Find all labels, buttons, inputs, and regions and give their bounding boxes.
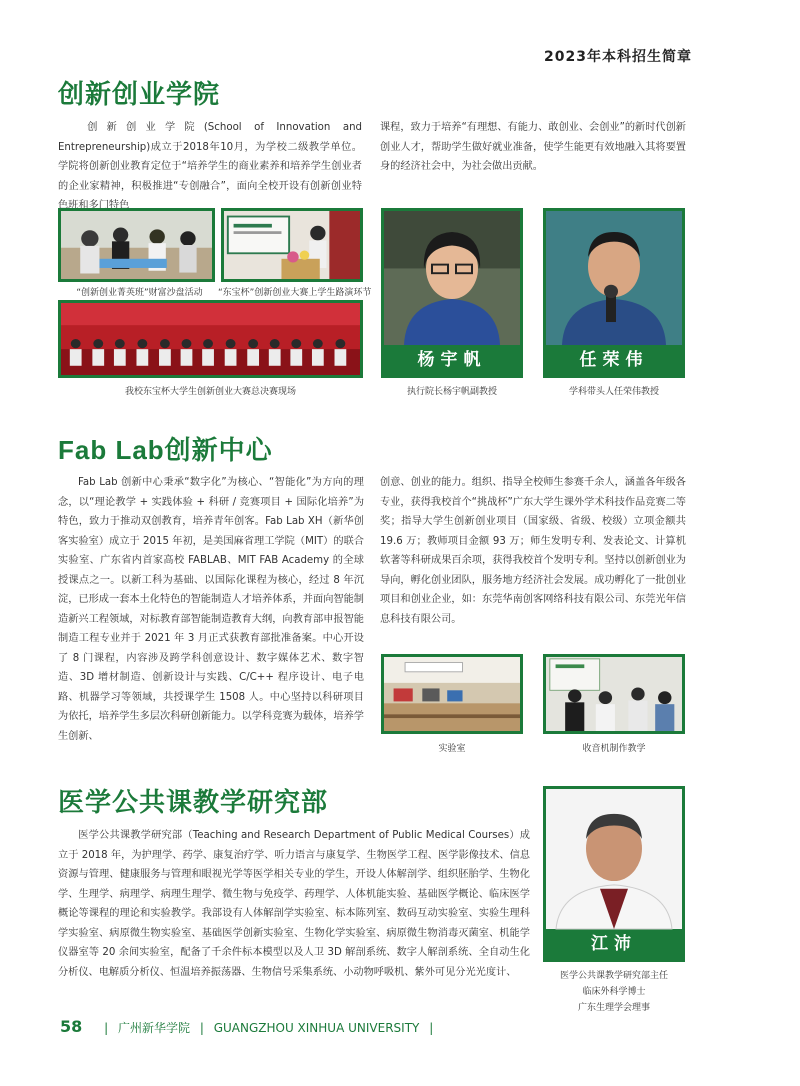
section-title-fablab: Fab Lab创新中心	[58, 435, 273, 465]
footer-separator: |	[104, 1021, 109, 1035]
innovation-paragraph-right: 课程，致力于培养“有理想、有能力、敢创业、会创业”的新时代创新创业人才，帮助学生做好就业准备，使学生能更有效地融入其将要置身的经济社会中，为社会做出贡献。	[380, 122, 686, 172]
photo-laboratory	[381, 654, 523, 734]
portrait-yang-yufan-image	[384, 211, 520, 345]
photo-sandbox-activity	[58, 208, 215, 282]
caption-jiang-pei-line-1: 医学公共课教学研究部主任	[559, 971, 668, 981]
portrait-jiang-pei-name: 江沛	[591, 934, 637, 954]
fablab-paragraph-right: 创意、创业的能力。组织、指导全校师生参赛千余人，涵盖各年级各专业，获得我校首个“挑战杯”广东大学生课外学术科技作品竞赛二等奖；指导大学生创新创业项目（国家级、省级、校级）立项金额共 19.6 万；教师项目金额 93 万；师生发明专利、发表论文、计算机软著等科研成果百余项，获得我校首个发明专利。坚持以创新创业为导向，孵化创业团队，服务地方经济社会发展。成功孵化了一批创业项目和创业企业，如：东莞华南创客网络科技有限公司、东莞光年信息科技有限公司。	[380, 477, 686, 625]
section-title-innovation: 创新创业学院	[58, 80, 221, 110]
caption-sandbox-activity: “创新创业菁英班”财富沙盘活动	[76, 288, 203, 298]
caption-competition-finals: 我校东宝杯大学生创新创业大赛总决赛现场	[124, 387, 296, 397]
portrait-jiang-pei	[543, 786, 685, 962]
section-title-medical: 医学公共课教学研究部	[58, 788, 329, 818]
footer-separator: |	[429, 1021, 434, 1035]
page-header-title: 2023年本科招生简章	[544, 49, 692, 65]
footer-school-en: GUANGZHOU XINHUA UNIVERSITY	[213, 1021, 420, 1035]
caption-jiang-pei-line-3: 广东生理学会理事	[577, 1003, 650, 1013]
portrait-ren-rongwei	[543, 208, 685, 378]
caption-radio-teaching: 收音机制作教学	[582, 744, 646, 754]
caption-laboratory: 实验室	[438, 744, 466, 754]
page-footer	[60, 1017, 439, 1036]
portrait-jiang-pei-image	[546, 789, 682, 929]
portrait-ren-rongwei-name: 任荣伟	[579, 350, 649, 370]
footer-separator: |	[199, 1021, 204, 1035]
footer-school-cn: 广州新华学院	[117, 1021, 190, 1035]
fablab-paragraph-left: Fab Lab 创新中心秉承“数字化”为核心、“智能化”为方向的理念，以“理论教学 + 实践体验 + 科研 / 竞赛项目 + 国际化培养”为特色，致力于推动双创教育，培养青年创客。Fab Lab XH（新华创客实验室）成立于 2015 年初，是美国麻省理工学院（MIT）的联合实验室、广东省内首家高校 FABLAB、MIT FAB Academy 的全球授课点之一。以新工科为基础、以国际化课程为核心，经过 8 年沉淀，已形成一套本土化特色的智能制造人才培养体系，并面向智能制造新兴工程领域，对标教育部智能制造教育大纲，向教育部申报智能制造工程专业并于 2021 年 3 月正式获教育部批准备案。中心开设了 8 门课程，内容涉及跨学科创意设计、数字媒体艺术、数字智造、3D 增材制造、创新设计与实践、C/C++ 程序设计、电子电路、机器学习等领域，共授课学生 1508 人。中心坚持以科研项目为依托，培养学生多层次科研创新能力。以学科竞赛为载体，培养学生创新、	[58, 477, 364, 742]
portrait-ren-rongwei-image	[546, 211, 682, 345]
photo-roadshow	[221, 208, 363, 282]
caption-jiang-pei-line-2: 临床外科学博士	[582, 987, 646, 997]
caption-ren-rongwei: 学科带头人任荣伟教授	[568, 387, 659, 397]
page-number: 58	[60, 1017, 83, 1036]
caption-yang-yufan: 执行院长杨宇帆副教授	[406, 387, 497, 397]
caption-jiang-pei	[543, 968, 685, 1016]
caption-roadshow: “东宝杯”创新创业大赛上学生路演环节	[218, 288, 372, 298]
portrait-yang-yufan	[381, 208, 523, 378]
innovation-paragraph-left: 创新创业学院(School of Innovation and Entrepreneurship)成立于2018年10月，为学校二级教学单位。学院将创新创业教育定位于“培养学生的商业素养和培养学生创业者的企业家精神，积极推进“专创融合”，面向全校开设有创新创业特色班和多门特色	[58, 122, 362, 211]
medical-paragraph: 医学公共课教学研究部（Teaching and Research Department of Public Medical Courses）成立于 2018 年，为护理学、药学、康复治疗学、听力语言与康复学、生物医学工程、医学影像技术、信息资源与管理、健康服务与管理和眼视光学等医学相关专业的学生，开设人体解剖学、组织胚胎学、生物化学、生理学、病理学、病理生理学、微生物与免疫学、药理学、人体机能实验、基础医学概论、临床医学概论等课程的理论和实验教学。我部设有人体解剖学实验室、标本陈列室、数码互动实验室、实验生理科学实验室、病原微生物实验室、基础医学创新实验室、生物化学实验室、病原微生物消毒灭菌室、机能学仪器室等 20 余间实验室，配备了千余件标本模型以及人卫 3D 解剖系统、数字人解剖系统、全自动生化分析仪、电解质分析仪、恒温培养振荡器、生物信号采集系统、小动物呼吸机、紫外可见分光光度计、	[58, 830, 530, 978]
photo-radio-teaching	[543, 654, 685, 734]
photo-competition-finals	[58, 300, 363, 378]
portrait-yang-yufan-name: 杨宇帆	[417, 350, 487, 370]
